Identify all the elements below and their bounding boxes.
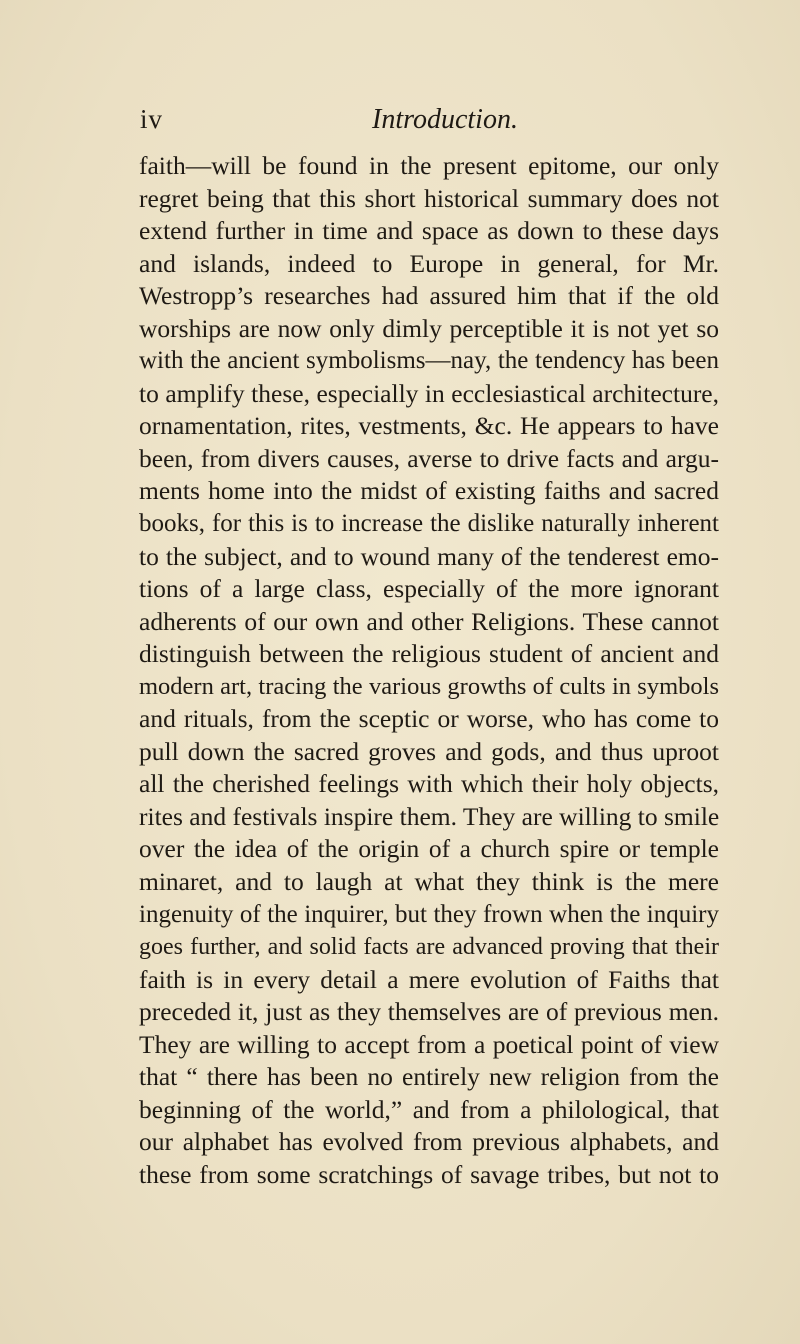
- text-line: and rituals, from the sceptic or worse, who has come to: [139, 704, 719, 734]
- text-line: adherents of our own and other Religions. These cannot: [139, 606, 719, 636]
- text-line: ornamentation, rites, vestments, &c. He appears to have: [139, 411, 719, 441]
- body-text: [139, 150, 719, 1192]
- text-line: been, from divers causes, averse to drive facts and argu-: [139, 443, 719, 473]
- text-line: pull down the sacred groves and gods, and thus uproot: [139, 736, 719, 766]
- text-line: modern art, tracing the various growths of cults in symbols: [139, 672, 719, 700]
- text-line: over the idea of the origin of a church spire or temple: [139, 834, 719, 864]
- text-line: minaret, and to laugh at what they think is the mere: [139, 867, 719, 897]
- text-line: tions of a large class, especially of the more ignorant: [139, 574, 719, 604]
- text-line: to amplify these, especially in ecclesiastical architecture,: [139, 378, 719, 408]
- text-line: all the cherished feelings with which their holy objects,: [139, 769, 719, 799]
- running-title: Introduction.: [372, 104, 518, 135]
- text-line: with the ancient symbolisms—nay, the tendency has been: [139, 347, 719, 375]
- text-line: Westropp’s researches had assured him that if the old: [139, 281, 719, 311]
- text-line: regret being that this short historical summary does not: [139, 183, 719, 213]
- text-line: preceded it, just as they themselves are of previous men.: [139, 997, 719, 1027]
- text-line: these from some scratchings of savage tribes, but not to: [139, 1159, 719, 1189]
- text-line: rites and festivals inspire them. They are willing to smile: [139, 801, 720, 831]
- text-line: worships are now only dimly perceptible it is not yet so: [139, 313, 719, 343]
- text-line: extend further in time and space as down to these days: [139, 216, 719, 246]
- text-line: ingenuity of the inquirer, but they frown when the inquiry: [139, 900, 719, 928]
- text-line: goes further, and solid facts are advanced proving that their: [139, 934, 719, 961]
- text-line: faith is in every detail a mere evolution of Faiths that: [139, 964, 719, 994]
- text-line: They are willing to accept from a poetical point of view: [139, 1029, 719, 1059]
- text-line: to the subject, and to wound many of the tenderest emo-: [139, 541, 719, 571]
- text-line: our alphabet has evolved from previous alphabets, and: [139, 1127, 719, 1157]
- page-number: iv: [140, 104, 164, 134]
- text-line: and islands, indeed to Europe in general, for Mr.: [139, 248, 719, 278]
- text-line: faith—will be found in the present epitome, our only: [139, 151, 719, 180]
- text-line: ments home into the midst of existing faiths and sacred: [139, 476, 719, 506]
- text-line: beginning of the world,” and from a philological, that: [139, 1094, 719, 1124]
- page-header: [0, 104, 800, 144]
- text-line: distinguish between the religious student of ancient and: [139, 639, 719, 669]
- text-line: that “ there has been no entirely new religion from the: [139, 1062, 719, 1092]
- text-line: books, for this is to increase the dislike naturally inherent: [139, 510, 719, 538]
